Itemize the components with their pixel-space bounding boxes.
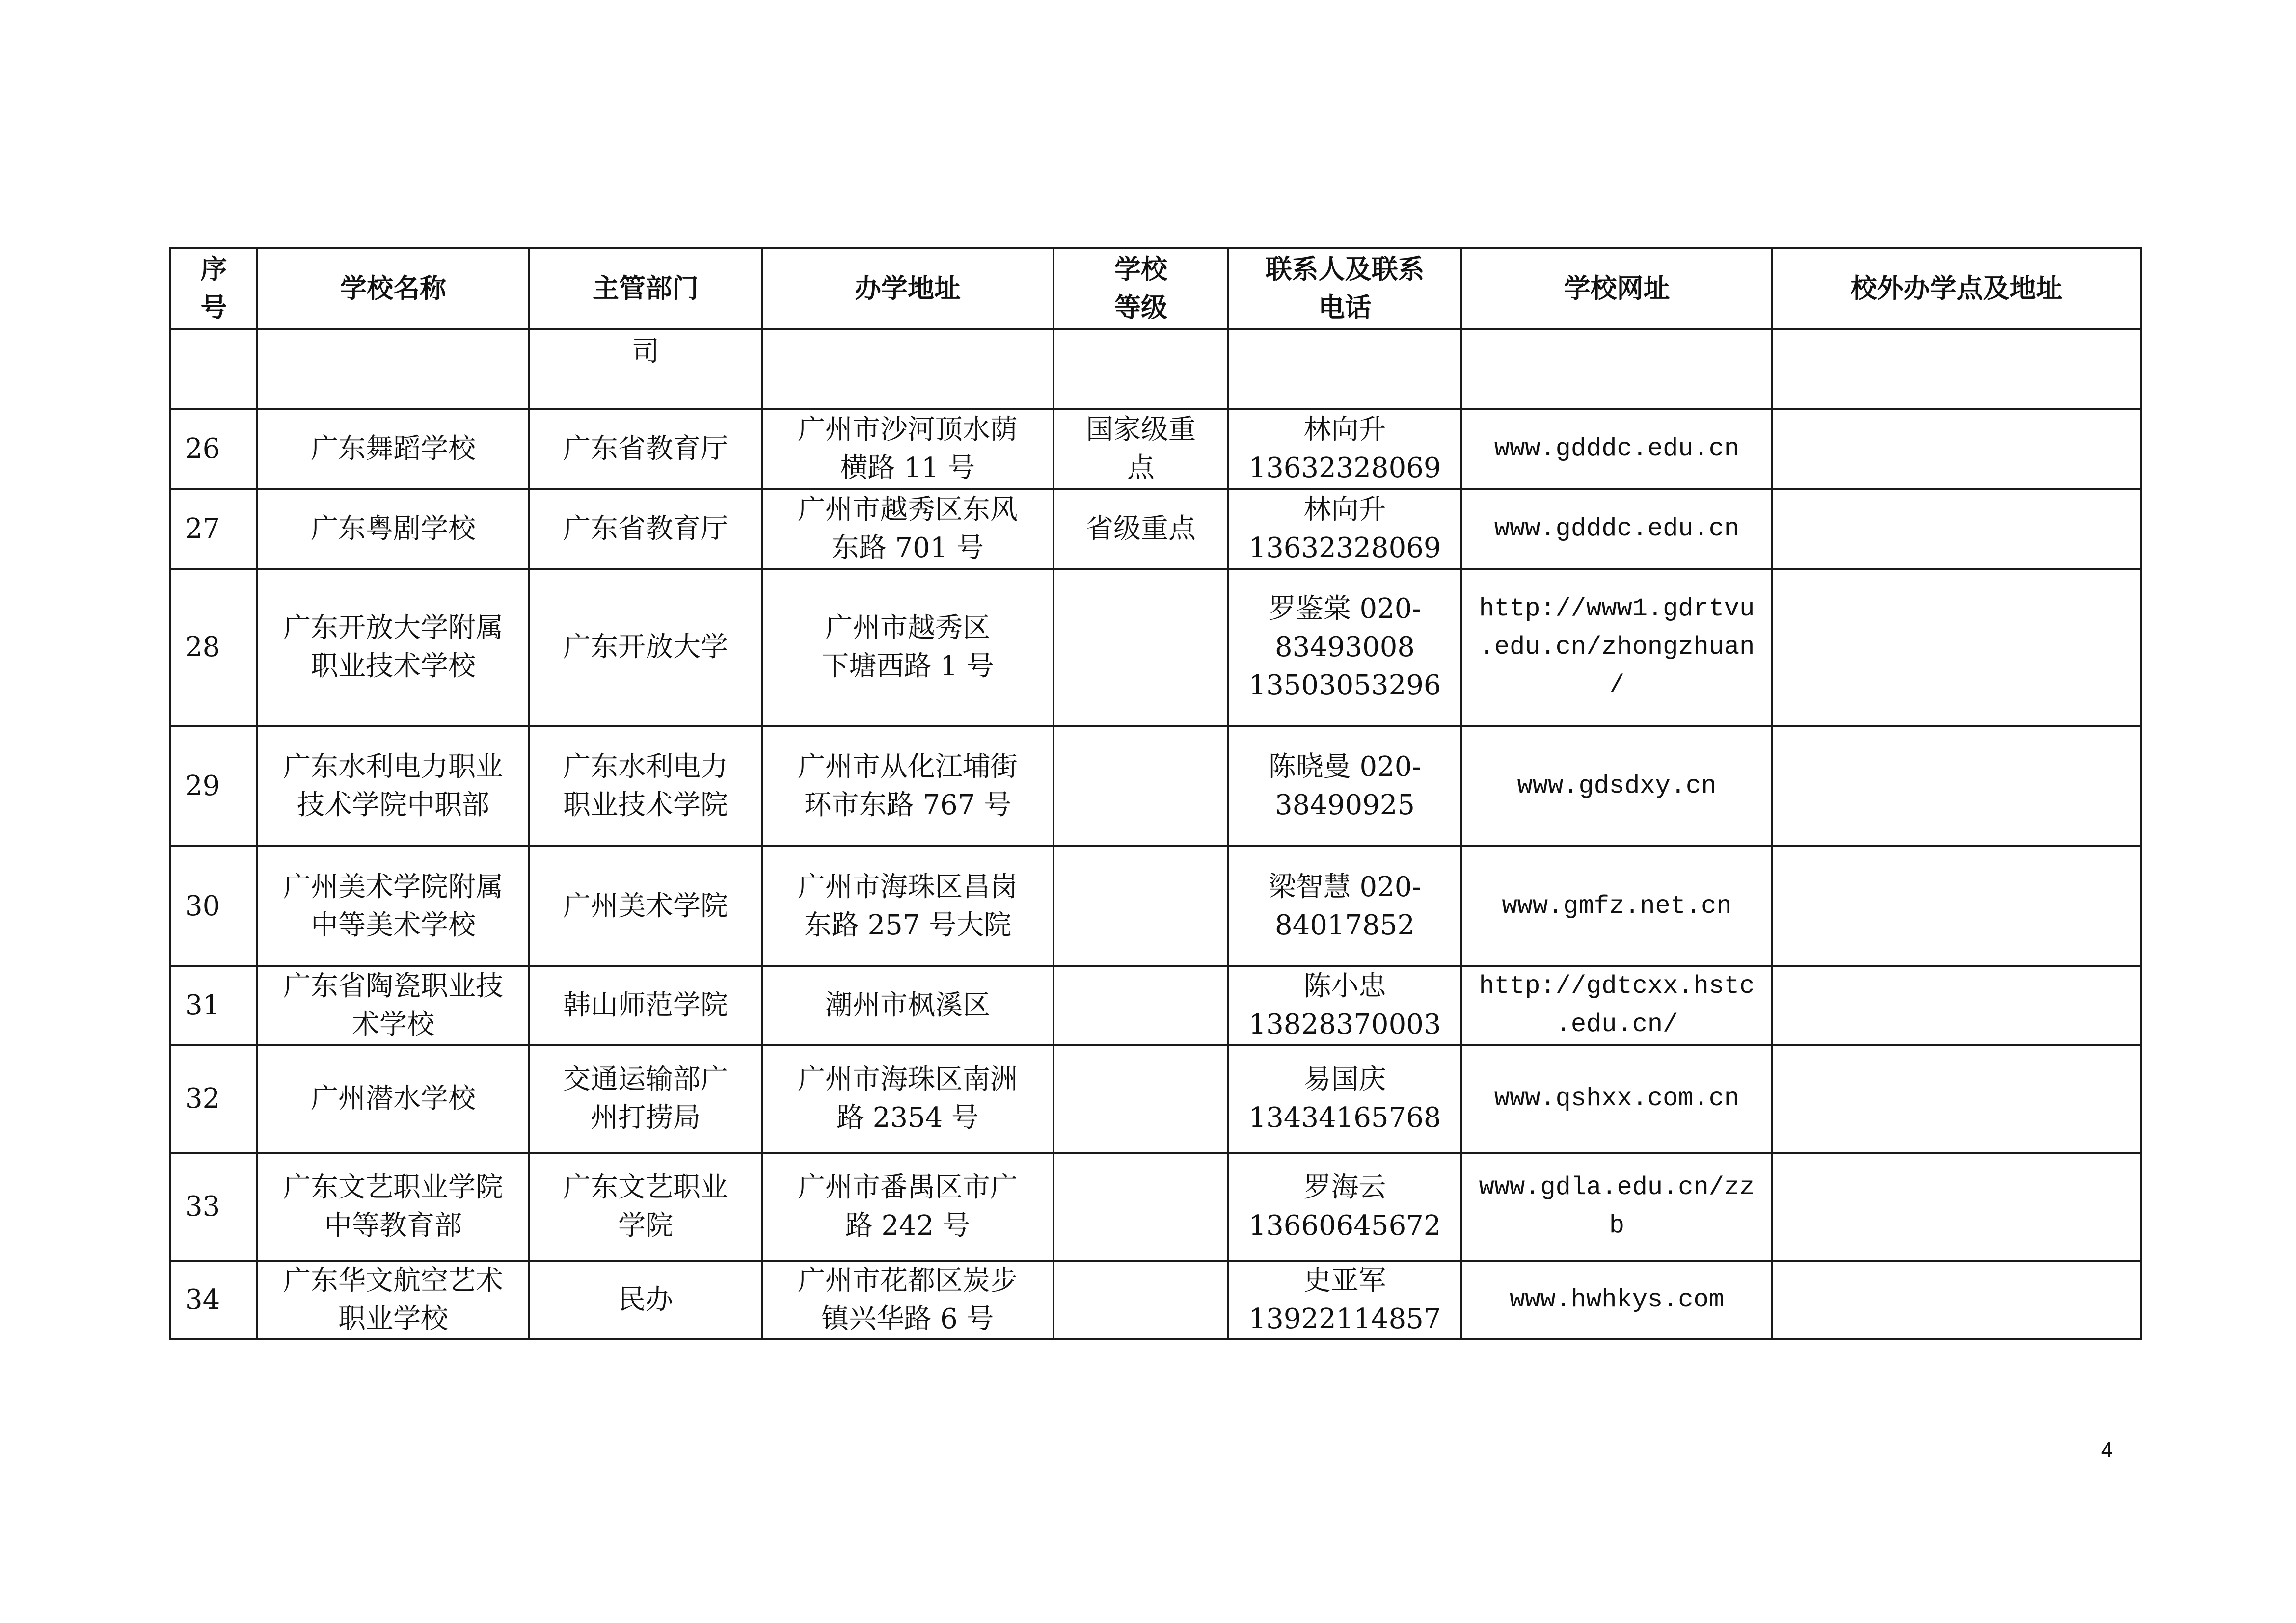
cell-school-name-line: 广州美术学院附属 [283, 871, 503, 903]
cell-department-line: 广东省教育厅 [563, 512, 728, 545]
cell-contact [1228, 1153, 1461, 1261]
cell-contact-line: 陈小忠 [1303, 970, 1386, 1002]
cell-address [762, 409, 1053, 489]
cell-department [529, 409, 762, 489]
cell-school-name-line: 广东水利电力职业 [283, 750, 503, 783]
cell-level [1053, 1045, 1228, 1153]
cell-address-line: 东路 701 号 [831, 532, 984, 564]
cell-address [762, 1045, 1053, 1153]
cell-contact-line: 13922114857 [1248, 1303, 1441, 1335]
cell-website-line: www.qshxx.com.cn [1494, 1084, 1740, 1113]
cell-website-line: .edu.cn/ [1555, 1010, 1678, 1039]
cell-branch [1772, 1045, 2141, 1153]
cell-address [762, 569, 1053, 726]
cell-department [529, 1153, 762, 1261]
cell-contact [1228, 726, 1461, 846]
cell-school-name-line: 技术学院中职部 [297, 789, 489, 821]
table-row [170, 569, 2141, 726]
cell-website-line: b [1609, 1211, 1625, 1240]
cell-level [1053, 726, 1228, 846]
cell-department-line: 广东水利电力 [563, 750, 728, 783]
table-row [170, 1045, 2141, 1153]
cell-school-name-line: 广东省陶瓷职业技 [283, 970, 503, 1002]
cell-contact-line: 13828370003 [1248, 1009, 1441, 1040]
cell-school-name-line: 广东华文航空艺术 [283, 1265, 503, 1297]
cell-school-name [257, 846, 529, 966]
cell-department-line: 广州美术学院 [563, 890, 728, 922]
cell-school-name [257, 489, 529, 569]
cell-address-line: 横路 11 号 [840, 452, 975, 484]
cell-school-name [257, 966, 529, 1045]
cell-department-line: 职业技术学院 [563, 789, 728, 821]
cell-school-name-line: 广州潜水学校 [311, 1083, 476, 1115]
cell-school-name-line: 中等美术学校 [311, 909, 476, 941]
cell-branch [1772, 846, 2141, 966]
header-seq-line: 号 [200, 292, 227, 323]
header-branch: 校外办学点及地址 [1772, 248, 2141, 329]
cell-contact [1228, 1045, 1461, 1153]
header-level [1053, 248, 1228, 329]
header-website: 学校网址 [1461, 248, 1772, 329]
cell-contact-line: 13503053296 [1248, 669, 1441, 701]
cell-contact-line: 陈晓曼 020- [1268, 750, 1422, 783]
cell-department-line: 民办 [618, 1284, 673, 1316]
cell-website [1461, 409, 1772, 489]
cell-school-name [257, 1261, 529, 1339]
cell-contact-line: 84017852 [1274, 909, 1415, 941]
cell-address-line: 广州市越秀区东风 [798, 493, 1018, 526]
cell-department [529, 846, 762, 966]
table-row [170, 1153, 2141, 1261]
cell-department-line: 交通运输部广 [563, 1064, 728, 1095]
cell-department [529, 569, 762, 726]
cell-contact-line: 13632328069 [1248, 452, 1441, 484]
header-seq-line: 序 [200, 254, 227, 285]
cell-level-line: 国家级重 [1086, 413, 1196, 446]
header-seq [170, 248, 257, 329]
cell-website [1461, 1153, 1772, 1261]
cell-address-line: 下塘西路 1 号 [821, 650, 994, 682]
cell-contact-line: 罗海云 [1303, 1171, 1386, 1203]
cell-contact [1228, 489, 1461, 569]
cell-school-name [257, 409, 529, 489]
cell-address-line: 广州市海珠区南洲 [798, 1064, 1018, 1095]
cell-contact-line: 林向升 [1303, 493, 1386, 526]
cell-address [762, 1261, 1053, 1339]
cell-branch [1772, 569, 2141, 726]
cell-level [1053, 846, 1228, 966]
cell-school-name [257, 1045, 529, 1153]
cell-website-line: .edu.cn/zhongzhuan [1479, 633, 1755, 662]
table-row [170, 726, 2141, 846]
cell-seq: 32 [170, 1045, 257, 1153]
cell-branch [1772, 966, 2141, 1045]
cell-website [1461, 569, 1772, 726]
header-name: 学校名称 [257, 248, 529, 329]
cell-website [1461, 1261, 1772, 1339]
cell-contact-line: 13434165768 [1248, 1102, 1441, 1134]
cell-contact-line: 梁智慧 020- [1268, 871, 1422, 903]
cell-branch [1772, 726, 2141, 846]
cell-branch [1772, 409, 2141, 489]
cell-school-name [257, 569, 529, 726]
cell-website-line: www.hwhkys.com [1510, 1285, 1724, 1314]
cell-address [762, 489, 1053, 569]
cell-empty [1461, 329, 1772, 409]
cell-seq: 28 [170, 569, 257, 726]
cell-address-line: 环市东路 767 号 [804, 789, 1012, 821]
cell-seq: 30 [170, 846, 257, 966]
cell-empty [1053, 329, 1228, 409]
cell-department-line: 学院 [618, 1210, 673, 1242]
cell-address-line: 广州市从化江埔街 [798, 750, 1018, 783]
cell-empty [257, 329, 529, 409]
cell-seq: 26 [170, 409, 257, 489]
cell-address-line: 东路 257 号大院 [804, 909, 1012, 941]
cell-contact-line: 83493008 [1274, 631, 1415, 663]
cell-empty [1228, 329, 1461, 409]
cell-seq: 33 [170, 1153, 257, 1261]
header-contact-line: 电话 [1318, 292, 1372, 323]
cell-website-line: http://gdtcxx.hstc [1479, 972, 1755, 1001]
cell-department [529, 1261, 762, 1339]
cell-website-line: www.gdla.edu.cn/zz [1479, 1173, 1755, 1202]
cell-address-line: 广州市花都区炭步 [798, 1265, 1018, 1297]
cell-department [529, 489, 762, 569]
cell-department-line: 韩山师范学院 [563, 989, 728, 1021]
cell-branch [1772, 1153, 2141, 1261]
cell-seq: 34 [170, 1261, 257, 1339]
table-row [170, 1261, 2141, 1339]
cell-department-continuation: 司 [529, 329, 762, 409]
table-body [170, 329, 2141, 1339]
cell-website-line: www.gmfz.net.cn [1502, 891, 1732, 921]
cell-department [529, 726, 762, 846]
table-row [170, 409, 2141, 489]
cell-contact-line: 38490925 [1274, 789, 1415, 821]
cell-department-line: 广东开放大学 [563, 631, 728, 663]
cell-contact-line: 史亚军 [1303, 1265, 1386, 1297]
cell-department-line: 州打捞局 [591, 1102, 701, 1134]
header-address: 办学地址 [762, 248, 1053, 329]
cell-website-line: / [1609, 671, 1625, 700]
cell-contact-line: 罗鉴棠 020- [1268, 593, 1422, 625]
cell-website-line: www.gdsdxy.cn [1517, 771, 1717, 800]
cell-address [762, 1153, 1053, 1261]
cell-level [1053, 1153, 1228, 1261]
cell-empty [762, 329, 1053, 409]
cell-school-name [257, 1153, 529, 1261]
cell-school-name-line: 广东粤剧学校 [311, 512, 476, 545]
header-level-line: 学校 [1114, 254, 1167, 285]
cell-contact [1228, 966, 1461, 1045]
cell-level-line: 省级重点 [1086, 512, 1196, 545]
table-row [170, 966, 2141, 1045]
cell-seq: 31 [170, 966, 257, 1045]
cell-level [1053, 966, 1228, 1045]
cell-contact [1228, 846, 1461, 966]
cell-department-line: 广东省教育厅 [563, 432, 728, 465]
cell-seq: 29 [170, 726, 257, 846]
cell-branch [1772, 489, 2141, 569]
cell-department [529, 1045, 762, 1153]
page-number: 4 [2101, 1438, 2113, 1462]
continuation-row [170, 329, 2141, 409]
cell-address-line: 广州市番禺区市广 [798, 1171, 1018, 1203]
cell-empty [170, 329, 257, 409]
cell-address [762, 966, 1053, 1045]
cell-contact [1228, 1261, 1461, 1339]
cell-level [1053, 1261, 1228, 1339]
school-table [169, 247, 2142, 1340]
cell-school-name-line: 广东舞蹈学校 [311, 432, 476, 465]
cell-level [1053, 489, 1228, 569]
header-department: 主管部门 [529, 248, 762, 329]
header-level-line: 等级 [1114, 292, 1167, 323]
cell-website [1461, 489, 1772, 569]
cell-address-line: 路 242 号 [845, 1210, 971, 1242]
cell-school-name-line: 术学校 [352, 1009, 434, 1040]
cell-website [1461, 966, 1772, 1045]
cell-address-line: 广州市沙河顶水荫 [798, 413, 1018, 446]
cell-address-line: 广州市越秀区 [825, 612, 990, 644]
cell-website-line: http://www1.gdrtvu [1479, 594, 1755, 623]
cell-level [1053, 409, 1228, 489]
cell-school-name-line: 广东文艺职业学院 [283, 1171, 503, 1203]
cell-contact [1228, 409, 1461, 489]
cell-contact-line: 易国庆 [1303, 1064, 1386, 1095]
cell-department [529, 966, 762, 1045]
cell-contact-line: 13660645672 [1248, 1210, 1441, 1242]
cell-address-line: 镇兴华路 6 号 [821, 1303, 994, 1335]
table-row [170, 846, 2141, 966]
cell-address [762, 726, 1053, 846]
cell-website-line: www.gdddc.edu.cn [1494, 434, 1740, 463]
cell-school-name-line: 职业技术学校 [311, 650, 476, 682]
cell-empty [1772, 329, 2141, 409]
cell-contact-line: 林向升 [1303, 413, 1386, 446]
cell-department-line: 广东文艺职业 [563, 1171, 728, 1203]
header-contact-line: 联系人及联系 [1265, 254, 1425, 285]
cell-website [1461, 846, 1772, 966]
cell-contact [1228, 569, 1461, 726]
cell-school-name [257, 726, 529, 846]
header-row [170, 248, 2141, 329]
cell-address-line: 路 2354 号 [836, 1102, 979, 1134]
cell-level-line: 点 [1127, 452, 1155, 484]
cell-school-name-line: 广东开放大学附属 [283, 612, 503, 644]
cell-seq: 27 [170, 489, 257, 569]
cell-school-name-line: 职业学校 [338, 1303, 448, 1335]
cell-address-line: 广州市海珠区昌岗 [798, 871, 1018, 903]
cell-website [1461, 726, 1772, 846]
cell-website [1461, 1045, 1772, 1153]
header-contact [1228, 248, 1461, 329]
cell-website-line: www.gdddc.edu.cn [1494, 514, 1740, 543]
cell-address [762, 846, 1053, 966]
table-row [170, 489, 2141, 569]
cell-address-line: 潮州市枫溪区 [825, 989, 990, 1021]
cell-branch [1772, 1261, 2141, 1339]
cell-contact-line: 13632328069 [1248, 532, 1441, 564]
cell-school-name-line: 中等教育部 [324, 1210, 462, 1242]
cell-level [1053, 569, 1228, 726]
